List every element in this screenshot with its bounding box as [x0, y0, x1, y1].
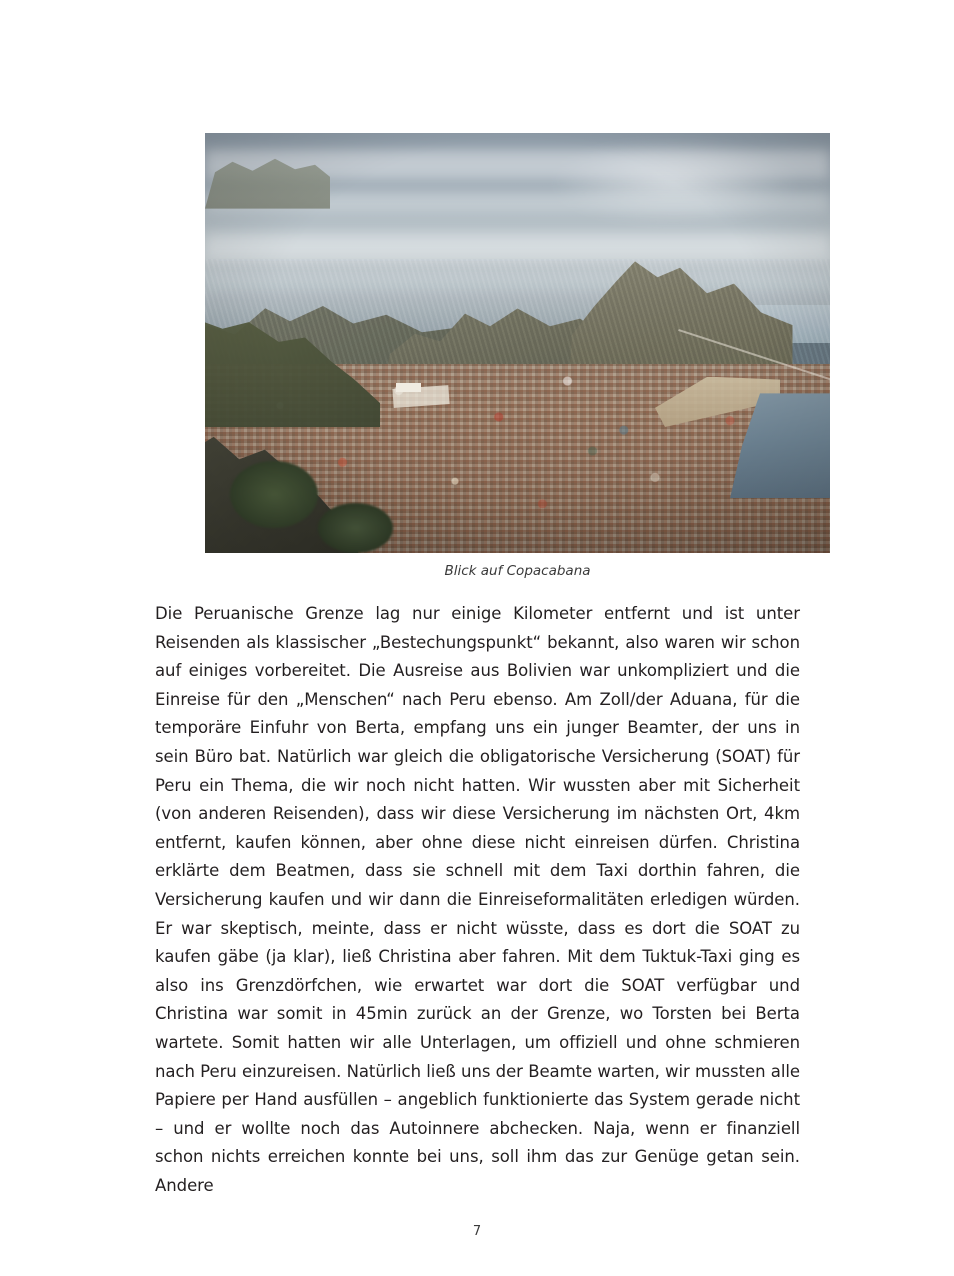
figure-copacabana [205, 133, 830, 579]
photo-foreground-bush [230, 461, 318, 528]
photo-foreground-bush [318, 503, 393, 553]
page-number: 7 [472, 1224, 482, 1239]
photo-copacabana [205, 133, 830, 553]
photo-basilica [396, 383, 421, 392]
body-text [155, 600, 800, 1200]
paragraph-border-crossing: Die Peruanische Grenze lag nur einige Kilometer entfernt und ist unter Reisenden als klassischer „Bestechungspunkt“ bekannt, also waren wir schon auf einiges vorbereitet. Die Ausreise aus Bolivien war unkompliziert und die Einreise für den „Menschen“ nach Peru ebenso. Am Zoll/der Aduana, für die temporäre Einfuhr von Berta, empfang uns ein junger Beamter, der uns in sein Büro bat. Natürlich war gleich die obligatorische Versicherung (SOAT) für Peru ein Thema, die wir noch nicht hatten. Wir wussten aber mit Sicherheit (von anderen Reisenden), dass wir diese Versicherung im nächsten Ort, 4km entfernt, kaufen können, aber ohne diese nicht einreisen dürfen. Christina erklärte dem Beatmen, dass sie schnell mit dem Taxi dorthin fahren, die Versicherung kaufen und wir dann die Einreiseformalitäten erledigen würden. Er war skeptisch, meinte, dass er nicht wüsste, dass es dort die SOAT zu kaufen gäbe (ja klar), ließ Christina aber fahren. Mit dem Tuktuk-Taxi ging es also ins Grenzdörfchen, wie erwartet war dort die SOAT verfügbar und Christina war somit in 45min zurück an der Grenze, wo Torsten bei Berta wartete. Somit hatten wir alle Unterlagen, um offiziell und ohne schmieren nach Peru einzureisen. Natürlich ließ uns der Beamte warten, wir mussten alle Papiere per Hand ausfüllen – angeblich funktionierte das System gerade nicht – und er wollte noch das Autoinnere abchecken. Naja, wenn er finanziell schon nichts erreichen konnte bei uns, soll ihm das zur Genüge getan sein. Andere [155, 604, 800, 1195]
photo-cloud-band [205, 234, 830, 259]
figure-caption: Blick auf Copacabana [444, 563, 591, 579]
